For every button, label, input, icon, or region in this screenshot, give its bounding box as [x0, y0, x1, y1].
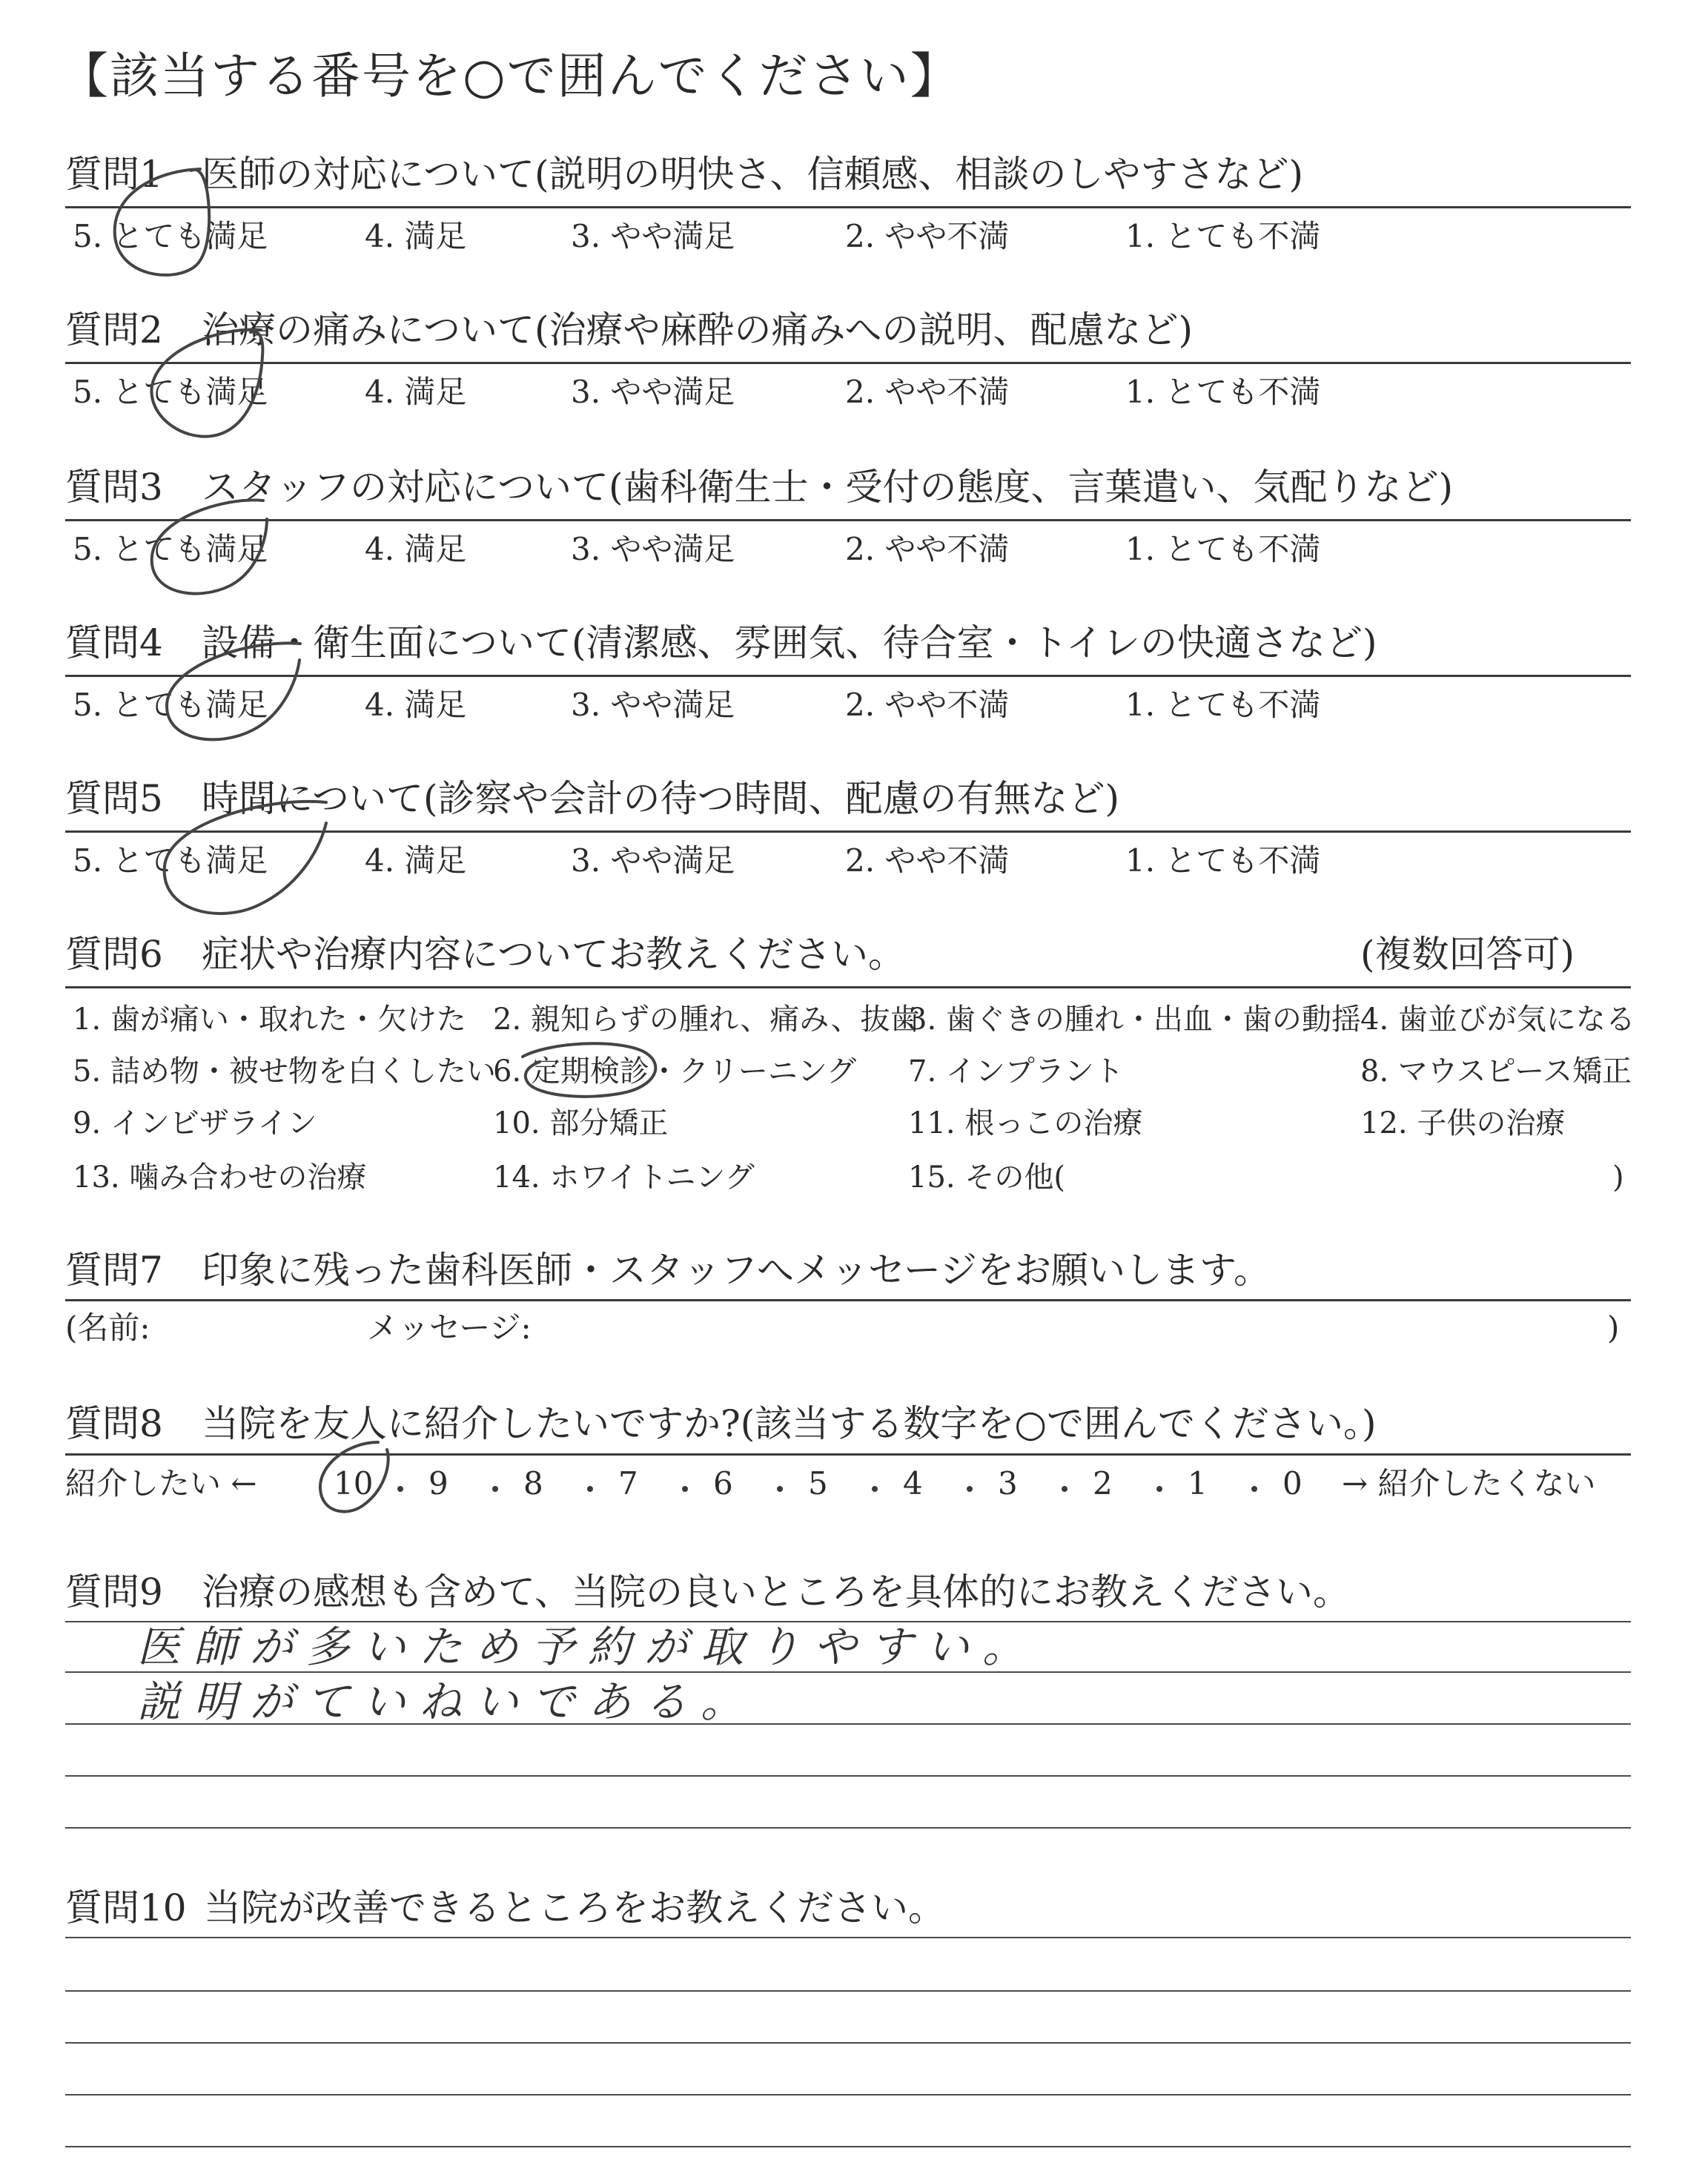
q6-option-15[interactable]: 15. その他(: [908, 1160, 1065, 1195]
q4-rule: [65, 675, 1631, 677]
q2-label: 質問2: [65, 308, 163, 351]
q1-option-5[interactable]: 5. とても満足: [73, 218, 268, 254]
q8-scale-separator: [397, 1486, 403, 1492]
q8-left-label: 紹介したい ←: [65, 1465, 257, 1502]
q1-rule: [65, 206, 1631, 208]
q5-option-5[interactable]: 5. とても満足: [73, 842, 268, 879]
q6-option-1[interactable]: 1. 歯が痛い・取れた・欠けた: [73, 1003, 466, 1037]
q8-score-9[interactable]: 9: [428, 1465, 448, 1502]
q8-score-3[interactable]: 3: [998, 1465, 1018, 1502]
q4-option-5[interactable]: 5. とても満足: [73, 687, 268, 723]
q6-option-3[interactable]: 3. 歯ぐきの腫れ・出血・歯の動揺: [908, 1003, 1361, 1037]
q8-score-2[interactable]: 2: [1093, 1465, 1113, 1502]
q5-option-3[interactable]: 3. やや満足: [571, 842, 735, 879]
q1-label: 質問1: [65, 153, 163, 196]
q8-scale-separator: [777, 1486, 783, 1492]
q1-option-2[interactable]: 2. やや不満: [845, 218, 1010, 254]
q1-option-1[interactable]: 1. とても不満: [1125, 218, 1321, 254]
q9-text: 治療の感想も含めて、当院の良いところを具体的にお教えください。: [202, 1571, 1350, 1614]
q6-other-close-paren: ): [1612, 1160, 1624, 1195]
q1-option-4[interactable]: 4. 満足: [365, 218, 467, 254]
q8-score-8[interactable]: 8: [523, 1465, 543, 1502]
q4-option-4[interactable]: 4. 満足: [365, 687, 467, 723]
q8-scale-separator: [872, 1486, 878, 1492]
q4-option-3[interactable]: 3. やや満足: [571, 687, 735, 723]
q7-text: 印象に残った歯科医師・スタッフへメッセージをお願いします。: [202, 1249, 1271, 1292]
q9-answer-line: [65, 1827, 1631, 1829]
q1-text: 医師の対応について(説明の明快さ、信頼感、相談のしやすさなど): [202, 153, 1304, 196]
q4-option-2[interactable]: 2. やや不満: [845, 687, 1010, 723]
q6-option-5[interactable]: 5. 詰め物・被せ物を白くしたい: [73, 1054, 496, 1089]
q3-label: 質問3: [65, 466, 163, 509]
q4-option-1[interactable]: 1. とても不満: [1125, 687, 1321, 723]
q6-option-11[interactable]: 11. 根っこの治療: [908, 1106, 1143, 1140]
q2-rule: [65, 362, 1631, 364]
q6-option-8[interactable]: 8. マウスピース矯正: [1360, 1054, 1632, 1089]
q9-handwritten-line-1: 医師が多いため予約が取りやすい。: [137, 1622, 1039, 1672]
q5-option-2[interactable]: 2. やや不満: [845, 842, 1010, 879]
q2-text: 治療の痛みについて(治療や麻酔の痛みへの説明、配慮など): [202, 308, 1194, 351]
q8-scale-separator: [967, 1486, 973, 1492]
q6-option-13[interactable]: 13. 噛み合わせの治療: [73, 1160, 367, 1195]
q3-option-5[interactable]: 5. とても満足: [73, 531, 268, 567]
q2-option-1[interactable]: 1. とても不満: [1125, 374, 1321, 410]
q8-score-4[interactable]: 4: [903, 1465, 923, 1502]
q8-scale-separator: [682, 1486, 688, 1492]
q6-label: 質問6: [65, 933, 163, 976]
q8-scale-separator: [1156, 1486, 1162, 1492]
q6-text: 症状や治療内容についてお教えください。: [202, 933, 905, 976]
q7-rule: [65, 1299, 1631, 1301]
q2-option-3[interactable]: 3. やや満足: [571, 374, 735, 410]
q9-answer-line: [65, 1775, 1631, 1777]
q5-option-1[interactable]: 1. とても不満: [1125, 842, 1321, 879]
q2-option-2[interactable]: 2. やや不満: [845, 374, 1010, 410]
q9-label: 質問9: [65, 1571, 163, 1614]
q7-close-paren: ): [1607, 1309, 1620, 1346]
q5-option-4[interactable]: 4. 満足: [365, 842, 467, 879]
q2-option-4[interactable]: 4. 満足: [365, 374, 467, 410]
q10-answer-line: [65, 1937, 1631, 1938]
q10-answer-line: [65, 1990, 1631, 1992]
q3-option-1[interactable]: 1. とても不満: [1125, 531, 1321, 567]
q10-answer-line: [65, 2146, 1631, 2147]
q7-message-label: メッセージ:: [367, 1309, 532, 1346]
q8-scale-separator: [492, 1486, 498, 1492]
q10-text: 当院が改善できるところをお教えください。: [204, 1886, 945, 1929]
q6-rule: [65, 986, 1631, 988]
q6-option-4[interactable]: 4. 歯並びが気になる: [1360, 1003, 1635, 1037]
q3-text: スタッフの対応について(歯科衛生士・受付の態度、言葉遣い、気配りなど): [202, 466, 1454, 509]
q6-option-10[interactable]: 10. 部分矯正: [493, 1106, 669, 1140]
q7-label: 質問7: [65, 1249, 163, 1292]
q8-label: 質問8: [65, 1402, 163, 1445]
q6-option-2[interactable]: 2. 親知らずの腫れ、痛み、抜歯: [493, 1003, 920, 1037]
q5-label: 質問5: [65, 777, 163, 820]
q5-rule: [65, 830, 1631, 833]
q6-option-14[interactable]: 14. ホワイトニング: [493, 1160, 755, 1195]
q10-answer-line: [65, 2094, 1631, 2095]
q7-name-label: (名前:: [65, 1309, 150, 1346]
q8-scale-separator: [1062, 1486, 1068, 1492]
q4-label: 質問4: [65, 621, 163, 664]
q8-text: 当院を友人に紹介したいですか?(該当する数字を○で囲んでください。): [202, 1402, 1377, 1445]
q1-option-3[interactable]: 3. やや満足: [571, 218, 735, 254]
q6-note: (複数回答可): [1360, 933, 1575, 976]
q8-scale-separator: [1251, 1486, 1257, 1492]
q2-option-5[interactable]: 5. とても満足: [73, 374, 268, 410]
q8-score-1[interactable]: 1: [1188, 1465, 1208, 1502]
q8-score-6[interactable]: 6: [713, 1465, 733, 1502]
q3-option-4[interactable]: 4. 満足: [365, 531, 467, 567]
q3-rule: [65, 519, 1631, 521]
page-title: 【該当する番号を○で囲んでください】: [59, 47, 961, 105]
q6-option-12[interactable]: 12. 子供の治療: [1360, 1106, 1566, 1140]
q8-right-label: → 紹介したくない: [1342, 1465, 1596, 1502]
q8-rule: [65, 1453, 1631, 1456]
q8-scale-separator: [587, 1486, 593, 1492]
q4-text: 設備・衛生面について(清潔感、雰囲気、待合室・トイレの快適さなど): [202, 621, 1377, 664]
q3-option-3[interactable]: 3. やや満足: [571, 531, 735, 567]
q8-score-5[interactable]: 5: [808, 1465, 828, 1502]
q5-text: 時間について(診察や会計の待つ時間、配慮の有無など): [202, 777, 1120, 820]
q8-score-7[interactable]: 7: [618, 1465, 638, 1502]
q3-option-2[interactable]: 2. やや不満: [845, 531, 1010, 567]
q8-score-0[interactable]: 0: [1282, 1465, 1302, 1502]
q9-handwritten-line-2: 説明がていねいである。: [137, 1677, 758, 1727]
q6-option-6[interactable]: 6. 定期検診・クリーニング: [493, 1054, 857, 1089]
q10-answer-line: [65, 2042, 1631, 2044]
q6-option-9[interactable]: 9. インビザライン: [73, 1106, 317, 1140]
q6-option-7[interactable]: 7. インプラント: [908, 1054, 1124, 1089]
q10-label: 質問10: [65, 1886, 187, 1929]
q8-score-10[interactable]: 10: [334, 1465, 374, 1502]
